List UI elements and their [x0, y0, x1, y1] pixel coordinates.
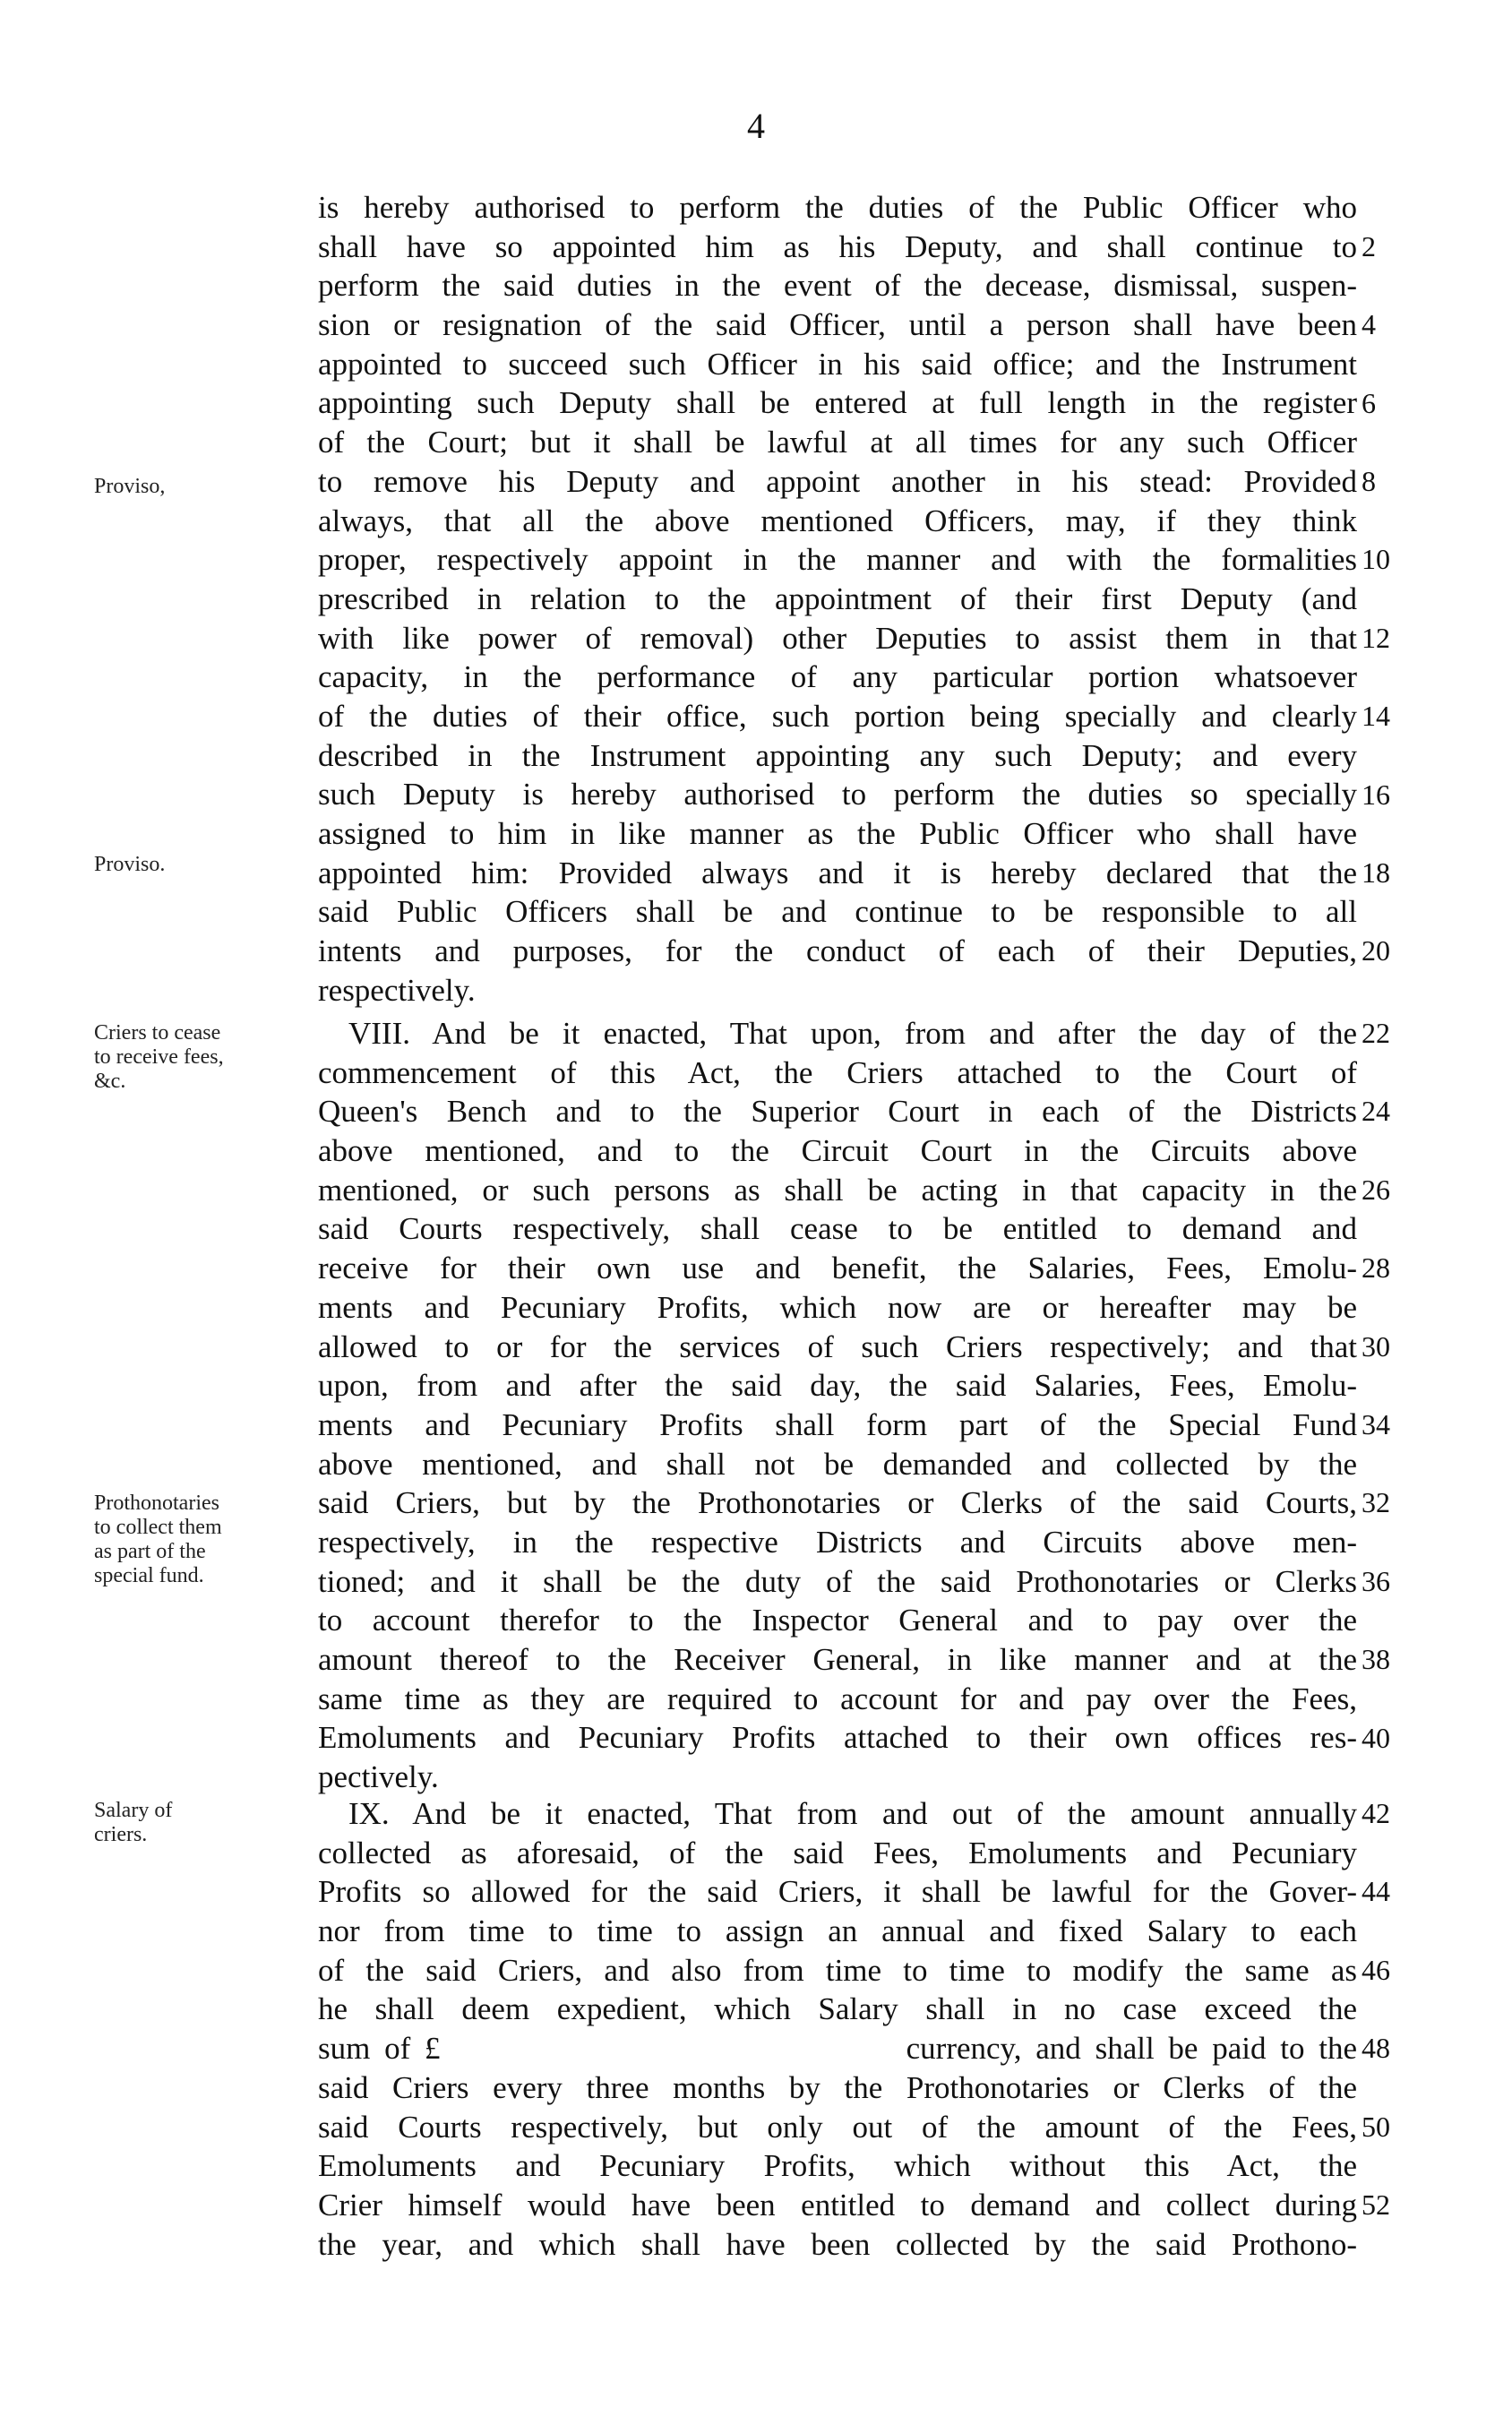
text-line: upon, from and after the said day, the said Salaries, Fees, Emolu- — [318, 1368, 1357, 1404]
line-number: 6 — [1362, 386, 1376, 419]
text-line: respectively. — [318, 972, 476, 1008]
line-number: 44 — [1362, 1875, 1390, 1908]
line-number: 18 — [1362, 855, 1390, 889]
line-number: 14 — [1362, 700, 1390, 733]
marginal-note-line: Criers to cease — [94, 1021, 221, 1045]
marginal-note-line: &c. — [94, 1070, 126, 1093]
marginal-note-line: to receive fees, — [94, 1045, 224, 1069]
text-line: sum of £ currency, and shall be paid to the — [318, 2031, 1357, 2067]
text-line: said Criers every three months by the Prothonotaries or Clerks of the — [318, 2069, 1357, 2105]
paragraph-section-ix — [318, 1794, 1357, 2264]
text-line: said Courts respectively, but only out of the amount of the Fees, — [318, 2109, 1357, 2145]
line-number: 8 — [1362, 464, 1376, 497]
line-number: 26 — [1362, 1173, 1390, 1206]
marginal-note-proviso — [94, 853, 282, 877]
text-line: is hereby authorised to perform the duties of the Public Officer who — [318, 190, 1357, 225]
text-line: capacity, in the performance of any particular portion whatsoever — [318, 659, 1357, 695]
text-line: collected as aforesaid, of the said Fees, Emoluments and Pecuniary — [318, 1835, 1357, 1870]
paragraph-deputies — [318, 188, 1357, 1010]
text-line: Queen's Bench and to the Superior Court in each of the Districts — [318, 1094, 1357, 1130]
text-line: of the said Criers, and also from time to time to modify the same as — [318, 1952, 1357, 1988]
text-line: mentioned, or such persons as shall be acting in that capacity in the — [318, 1172, 1357, 1208]
text-line: described in the Instrument appointing any such Deputy; and every — [318, 737, 1357, 773]
marginal-note-prothonotaries — [94, 1492, 282, 1588]
text-line: respectively, in the respective Districts and Circuits above men- — [318, 1524, 1357, 1560]
line-number: 48 — [1362, 2032, 1390, 2065]
text-line: Crier himself would have been entitled to demand and collect during — [318, 2187, 1357, 2223]
text-line: such Deputy is hereby authorised to perform the duties so specially — [318, 777, 1357, 812]
line-number: 36 — [1362, 1564, 1390, 1597]
text-line: appointed to succeed such Officer in his said office; and the Instrument — [318, 346, 1357, 382]
line-number: 22 — [1362, 1017, 1390, 1049]
text-line: with like power of removal) other Deputies to assist them in that — [318, 620, 1357, 656]
text-line: allowed to or for the services of such Criers respectively; and that — [318, 1328, 1357, 1364]
text-line: IX. And be it enacted, That from and out of the amount annually — [348, 1796, 1357, 1831]
marginal-note-line: Proviso, — [94, 475, 166, 498]
text-line: intents and purposes, for the conduct of each of their Deputies, — [318, 933, 1357, 969]
line-number: 52 — [1362, 2188, 1390, 2221]
text-line: same time as they are required to account for and pay over the Fees, — [318, 1681, 1357, 1716]
line-number: 10 — [1362, 543, 1390, 576]
line-number: 28 — [1362, 1251, 1390, 1285]
marginal-note-line: criers. — [94, 1823, 148, 1846]
text-line: receive for their own use and benefit, the Salaries, Fees, Emolu- — [318, 1251, 1357, 1286]
line-number: 50 — [1362, 2110, 1390, 2143]
marginal-note-line: as part of the — [94, 1540, 206, 1563]
text-line: Profits so allowed for the said Criers, it shall be lawful for the Gover- — [318, 1874, 1357, 1910]
text-line: always, that all the above mentioned Officers, may, if they think — [318, 503, 1357, 538]
text-line: Emoluments and Pecuniary Profits attached to their own offices res- — [318, 1720, 1357, 1756]
text-line: above mentioned, and to the Circuit Court in the Circuits above — [318, 1133, 1357, 1169]
text-line: commencement of this Act, the Criers attached to the Court of — [318, 1054, 1357, 1090]
text-line: the year, and which shall have been collected by the said Prothono- — [318, 2226, 1357, 2262]
marginal-note-line: special fund. — [94, 1564, 204, 1587]
text-line: sion or resignation of the said Officer, until a person shall have been — [318, 307, 1357, 343]
text-line: shall have so appointed him as his Deputy, and shall continue to — [318, 228, 1357, 264]
line-number: 12 — [1362, 621, 1390, 654]
marginal-note-line: Salary of — [94, 1799, 173, 1822]
page-number: 4 — [747, 106, 765, 146]
text-line: tioned; and it shall be the duty of the said Prothonotaries or Clerks — [318, 1563, 1357, 1599]
marginal-note-criers-fees — [94, 1021, 282, 1094]
text-line: Emoluments and Pecuniary Profits, which without this Act, the — [318, 2148, 1357, 2184]
marginal-note-line: Prothonotaries — [94, 1492, 219, 1515]
line-number: 2 — [1362, 229, 1376, 262]
text-line: proper, respectively appoint in the manner and with the formalities — [318, 542, 1357, 578]
marginal-note-line: Proviso. — [94, 853, 166, 876]
text-line: appointed him: Provided always and it is hereby declared that the — [318, 855, 1357, 890]
marginal-note-proviso — [94, 475, 282, 499]
line-number: 30 — [1362, 1329, 1390, 1363]
line-number: 32 — [1362, 1486, 1390, 1519]
line-number: 40 — [1362, 1721, 1390, 1754]
text-line: appointing such Deputy shall be entered at full length in the register — [318, 385, 1357, 421]
text-line: said Criers, but by the Prothonotaries or Clerks of the said Courts, — [318, 1485, 1357, 1521]
text-line: assigned to him in like manner as the Public Officer who shall have — [318, 816, 1357, 851]
text-line: amount thereof to the Receiver General, in like manner and at the — [318, 1642, 1357, 1677]
line-number: 20 — [1362, 934, 1390, 967]
text-line: ments and Pecuniary Profits, which now are or hereafter may be — [318, 1289, 1357, 1325]
line-number: 42 — [1362, 1797, 1390, 1829]
line-number: 38 — [1362, 1643, 1390, 1676]
text-line: of the duties of their office, such portion being specially and clearly — [318, 698, 1357, 734]
line-number: 34 — [1362, 1408, 1390, 1440]
text-line: he shall deem expedient, which Salary shall in no case exceed the — [318, 1991, 1357, 2027]
text-line: said Public Officers shall be and continue to be responsible to all — [318, 894, 1357, 930]
text-line: prescribed in relation to the appointment of their first Deputy (and — [318, 580, 1357, 616]
text-line: to account therefor to the Inspector General and to pay over the — [318, 1603, 1357, 1638]
text-line: said Courts respectively, shall cease to be entitled to demand and — [318, 1211, 1357, 1247]
text-line: nor from time to time to assign an annual and fixed Salary to each — [318, 1913, 1357, 1949]
line-number: 16 — [1362, 778, 1390, 811]
text-line: to remove his Deputy and appoint another in his stead: Provided — [318, 463, 1357, 499]
line-number: 24 — [1362, 1095, 1390, 1128]
text-line: VIII. And be it enacted, That upon, from and after the day of the — [348, 1016, 1357, 1051]
text-line: above mentioned, and shall not be demanded and collected by the — [318, 1446, 1357, 1482]
line-number: 4 — [1362, 308, 1376, 341]
marginal-note-line: to collect them — [94, 1516, 222, 1539]
text-line: perform the said duties in the event of the decease, dismissal, suspen- — [318, 268, 1357, 304]
text-line: of the Court; but it shall be lawful at all times for any such Officer — [318, 425, 1357, 460]
line-number: 46 — [1362, 1953, 1390, 1986]
text-line: pectively. — [318, 1759, 439, 1795]
paragraph-section-viii — [318, 1014, 1357, 1797]
text-line: ments and Pecuniary Profits shall form part of the Special Fund — [318, 1406, 1357, 1442]
marginal-note-salary-criers — [94, 1799, 282, 1847]
